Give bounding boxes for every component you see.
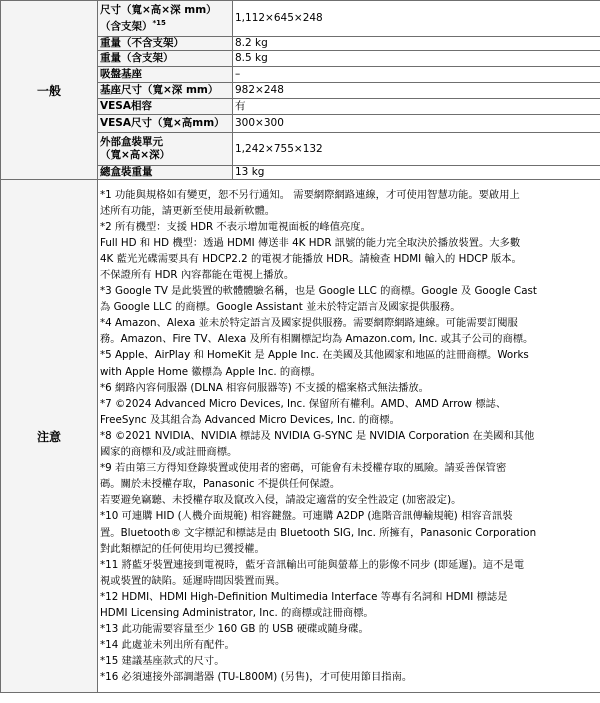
note-line: 對此類標記的任何使用均已獲授權。 — [100, 542, 265, 555]
note-line: *12 HDMI、HDMI High-Definition Multimedia Interface 等專有名詞和 HDMI 標誌是 — [100, 590, 508, 603]
note-line: *4 Amazon、Alexa 並未於特定語言及國家提供服務。需要網際網路連線。可能需要訂閱服 — [100, 317, 518, 330]
note-line: *14 此處並未列出所有配件。 — [100, 639, 235, 652]
value-vesa-size: 300×300 — [233, 115, 600, 133]
note-line: *7 ©2024 Advanced Micro Devices, Inc. 保留所有權利。AMD、AMD Arrow 標誌、 — [100, 397, 507, 410]
label-dimensions-with-stand — [98, 1, 233, 37]
note-line: *11 將藍牙裝置連接到電視時，藍牙音訊輸出可能與螢幕上的影像不同步 (即延遲)。這不是電 — [100, 558, 525, 571]
value-weight-no-stand: 8.2 kg — [233, 37, 600, 51]
notes-body — [98, 180, 600, 693]
note-line: 不保證所有 HDR 內容都能在電視上播放。 — [100, 269, 295, 282]
value-carton-dimensions: 1,242×755×132 — [233, 133, 600, 166]
label-gross-weight: 總盒裝重量 — [98, 166, 233, 180]
note-line: *13 此功能需要容量至少 160 GB 的 USB 硬碟或隨身碟。 — [100, 623, 369, 636]
note-line: 碼。關於未授權存取，Panasonic 不提供任何保證。 — [100, 478, 341, 491]
value-suction-base: – — [233, 67, 600, 83]
label-vesa-size: VESA尺寸（寬×高mm） — [98, 115, 233, 133]
note-line: FreeSync 及其組合為 Advanced Micro Devices, Inc. 的商標。 — [100, 413, 400, 426]
note-line: *2 所有機型：支援 HDR 不表示增加電視面板的峰值亮度。 — [100, 220, 371, 233]
label-weight-with-stand: 重量（含支架） — [98, 51, 233, 67]
label-weight-no-stand: 重量（不含支架） — [98, 37, 233, 51]
value-base-size: 982×248 — [233, 83, 600, 99]
label-dimensions-footnote: *15 — [152, 18, 166, 27]
label-dimensions-line2: （含支架） — [100, 20, 153, 33]
label-carton-line2: （寬×高×深） — [100, 149, 171, 161]
note-line: 視或裝置的缺陷。延遲時間因裝置而異。 — [100, 574, 286, 587]
value-vesa-compatible: 有 — [233, 99, 600, 115]
label-carton-dimensions — [98, 133, 233, 166]
value-gross-weight: 13 kg — [233, 166, 600, 180]
label-carton-line1: 外部盒裝單元 — [100, 136, 163, 148]
note-line: 務。Amazon、Fire TV、Alexa 及所有相關標記均為 Amazon.com, Inc. 或其子公司的商標。 — [100, 333, 534, 346]
spec-row-dimensions — [1, 1, 600, 37]
note-line: *15 建議基座款式的尺寸。 — [100, 655, 225, 668]
label-base-size: 基座尺寸（寬×深 mm） — [98, 83, 233, 99]
spec-row-notes — [1, 180, 600, 693]
section-general-label: 一般 — [1, 1, 98, 180]
section-notes-label: 注意 — [1, 180, 98, 693]
label-suction-base: 吸盤基座 — [98, 67, 233, 83]
label-dimensions-line1: 尺寸（寬×高×深 mm） — [100, 3, 217, 16]
label-vesa-compatible: VESA相容 — [98, 99, 233, 115]
note-line: *9 若由第三方得知登錄裝置或使用者的密碼，可能會有未授權存取的風險。請妥善保管密 — [100, 462, 507, 475]
note-line: *8 ©2021 NVIDIA、NVIDIA 標誌及 NVIDIA G-SYNC 是 NVIDIA Corporation 在美國和其他 — [100, 429, 535, 442]
note-line: *16 必須連接外部調諧器 (TU-L800M) (另售)，才可使用節目指南。 — [100, 671, 413, 684]
note-line: 述所有功能，請更新至使用最新軟體。 — [100, 204, 276, 217]
note-line: *10 可連購 HID (人機介面規範) 相容鍵盤。可連購 A2DP (進階音訊傳輸規範) 相容音訊裝 — [100, 510, 513, 523]
note-line: 4K 藍光光碟需要具有 HDCP2.2 的電視才能播放 HDR。請檢查 HDMI 輸入的 HDCP 版本。 — [100, 252, 522, 265]
note-line: 若要避免竊聽、未授權存取及竄改入侵，請設定適當的安全性設定 (加密設定)。 — [100, 494, 462, 507]
note-line: *1 功能與規格如有變更，恕不另行通知。 需要網際網路連線，才可使用智慧功能。要啟用上 — [100, 188, 520, 201]
value-weight-with-stand: 8.5 kg — [233, 51, 600, 67]
note-line: 為 Google LLC 的商標。Google Assistant 並未於特定語言及國家提供服務。 — [100, 301, 461, 314]
note-line: *3 Google TV 是此裝置的軟體體驗名稱，也是 Google LLC 的商標。Google 及 Google Cast — [100, 285, 537, 298]
note-line: *5 Apple、AirPlay 和 HomeKit 是 Apple Inc. 在美國及其他國家和地區的註冊商標。Works — [100, 349, 529, 362]
note-line: with Apple Home 徽標為 Apple Inc. 的商標。 — [100, 365, 322, 378]
note-line: 國家的商標和及/或註冊商標。 — [100, 446, 238, 459]
note-line: *6 網路內容伺服器 (DLNA 相容伺服器等) 不支援的檔案格式無法播放。 — [100, 381, 429, 394]
value-dimensions-with-stand: 1,112×645×248 — [233, 1, 600, 37]
note-line: HDMI Licensing Administrator, Inc. 的商標或註冊商標。 — [100, 606, 374, 619]
note-line: 置。Bluetooth® 文字標記和標誌是由 Bluetooth SIG, Inc. 所擁有，Panasonic Corporation — [100, 526, 537, 539]
note-line: Full HD 和 HD 機型：透過 HDMI 傳送非 4K HDR 訊號的能力完全取決於播放裝置。大多數 — [100, 236, 521, 249]
